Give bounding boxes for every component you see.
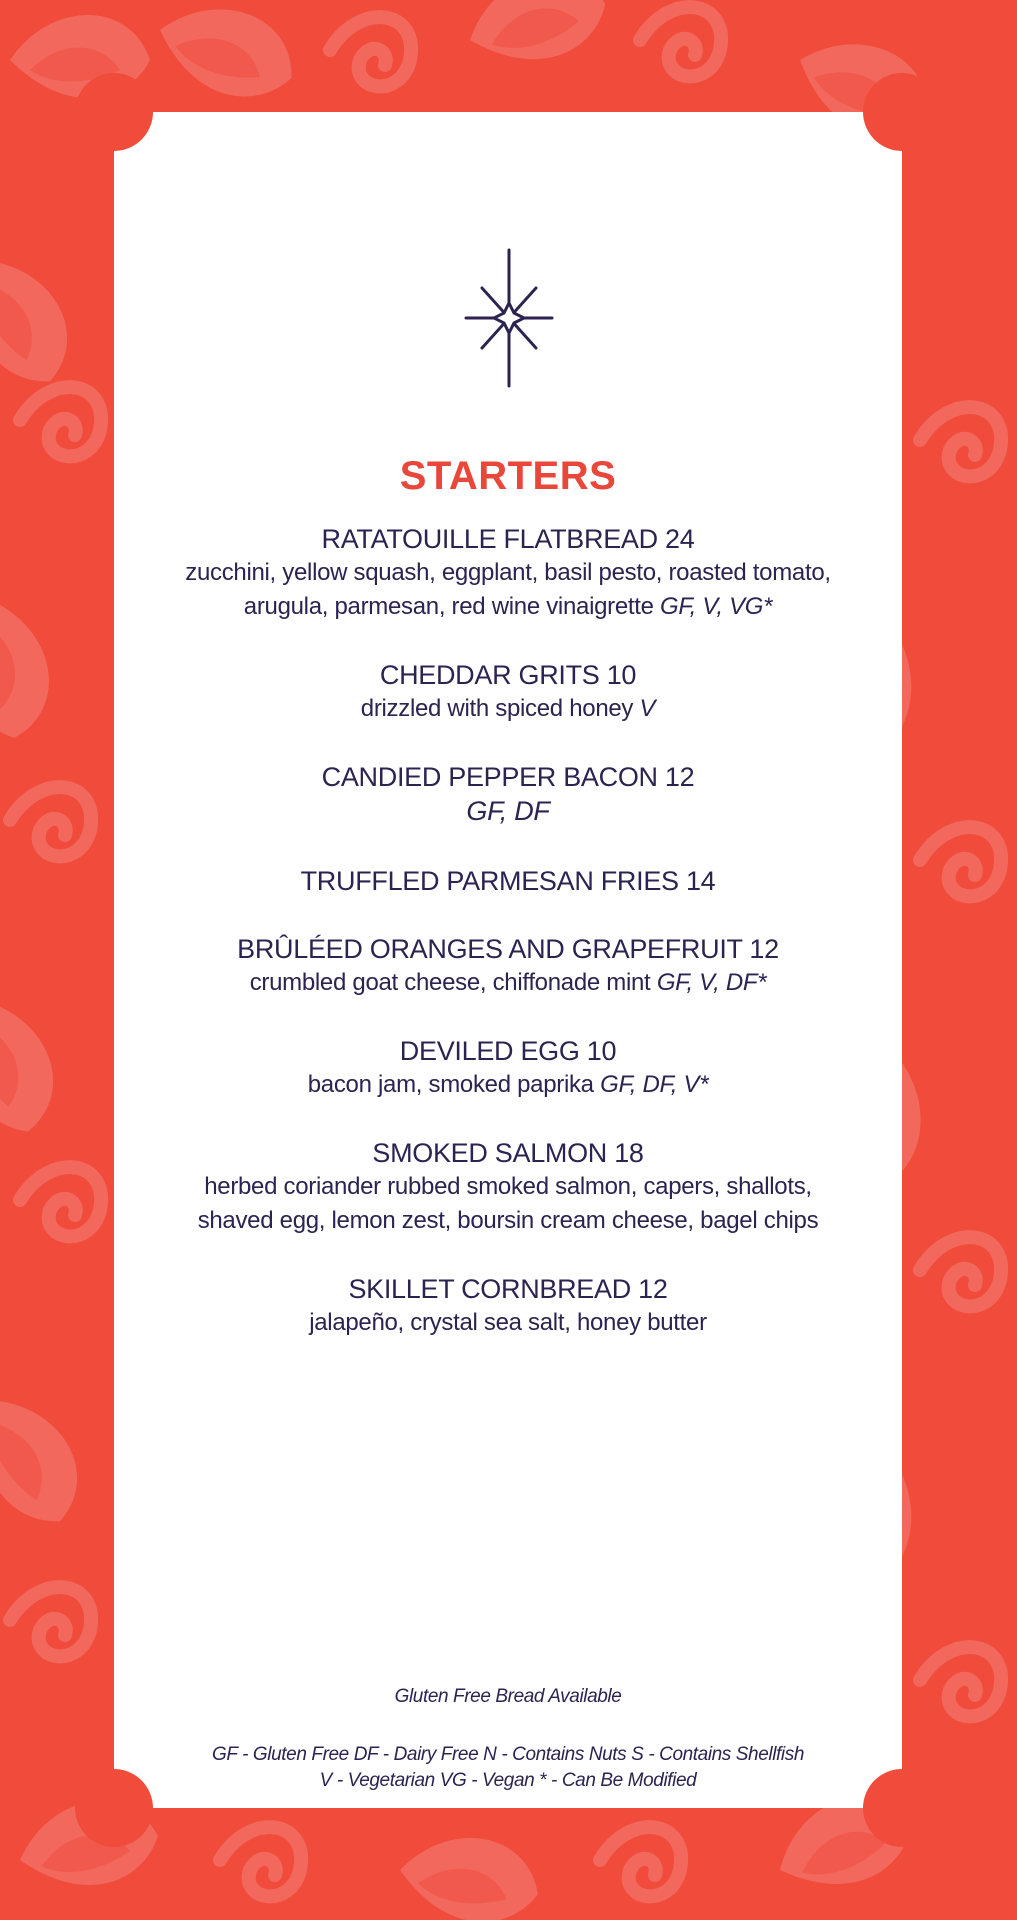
menu-content [114,452,902,1374]
description-text: jalapeño, crystal sea salt, honey butter [309,1309,707,1336]
menu-item-description [114,1204,902,1238]
description-text: shaved egg, lemon zest, boursin cream cheese, bagel chips [197,1207,819,1234]
menu-item-description [114,794,902,830]
menu-item-description [114,1306,902,1340]
dietary-legend [114,1742,902,1794]
description-text: zucchini, yellow squash, eggplant, basil pesto, roasted tomato, [185,559,831,586]
dietary-tags: GF, DF, V* [600,1071,709,1098]
menu-item-name: CHEDDAR GRITS 10 [379,660,637,690]
description-text: arugula, parmesan, red wine vinaigrette [243,593,654,620]
menu-item-name: DEVILED EGG 10 [399,1036,617,1066]
description-text: bacon jam, smoked paprika [307,1071,594,1098]
menu-item-name: TRUFFLED PARMESAN FRIES 14 [300,866,716,896]
menu-item [114,658,902,726]
dietary-tags: GF, DF [466,796,550,826]
menu-item [114,1272,902,1340]
card-corner-notch [863,73,941,151]
menu-item [114,1034,902,1102]
menu-item [114,522,902,624]
eight-point-star-icon [464,248,554,388]
menu-item-description [114,590,902,624]
menu-item-description [114,1170,902,1204]
menu-item-description [114,966,902,1000]
menu-item [114,1136,902,1238]
description-text: herbed coriander rubbed smoked salmon, capers, shallots, [204,1173,812,1200]
gluten-free-note: Gluten Free Bread Available [394,1686,622,1707]
menu-item [114,932,902,1000]
menu-item-name: RATATOUILLE FLATBREAD 24 [321,524,695,554]
legend-line: GF - Gluten Free DF - Dairy Free N - Contains Nuts S - Contains Shellfish [211,1744,805,1765]
menu-item-description [114,556,902,590]
dietary-tags: V [639,695,656,722]
menu-item-name: BRÛLÉED ORANGES AND GRAPEFRUIT 12 [237,934,779,964]
menu-items-list [114,522,902,1340]
description-text: drizzled with spiced honey [360,695,634,722]
menu-card [114,112,902,1808]
menu-item-name: SMOKED SALMON 18 [372,1138,644,1168]
description-text: crumbled goat cheese, chiffonade mint [249,969,651,996]
legend-line: V - Vegetarian VG - Vegan * - Can Be Modified [319,1770,697,1791]
menu-item [114,760,902,830]
dietary-tags: GF, V, DF* [656,969,767,996]
dietary-tags: GF, V, VG* [660,593,773,620]
menu-item-description [114,1068,902,1102]
menu-item-name: SKILLET CORNBREAD 12 [348,1274,668,1304]
menu-item-name: CANDIED PEPPER BACON 12 [321,762,695,792]
section-title: STARTERS [399,454,617,498]
card-corner-notch [75,73,153,151]
menu-item [114,864,902,898]
menu-item-description [114,692,902,726]
